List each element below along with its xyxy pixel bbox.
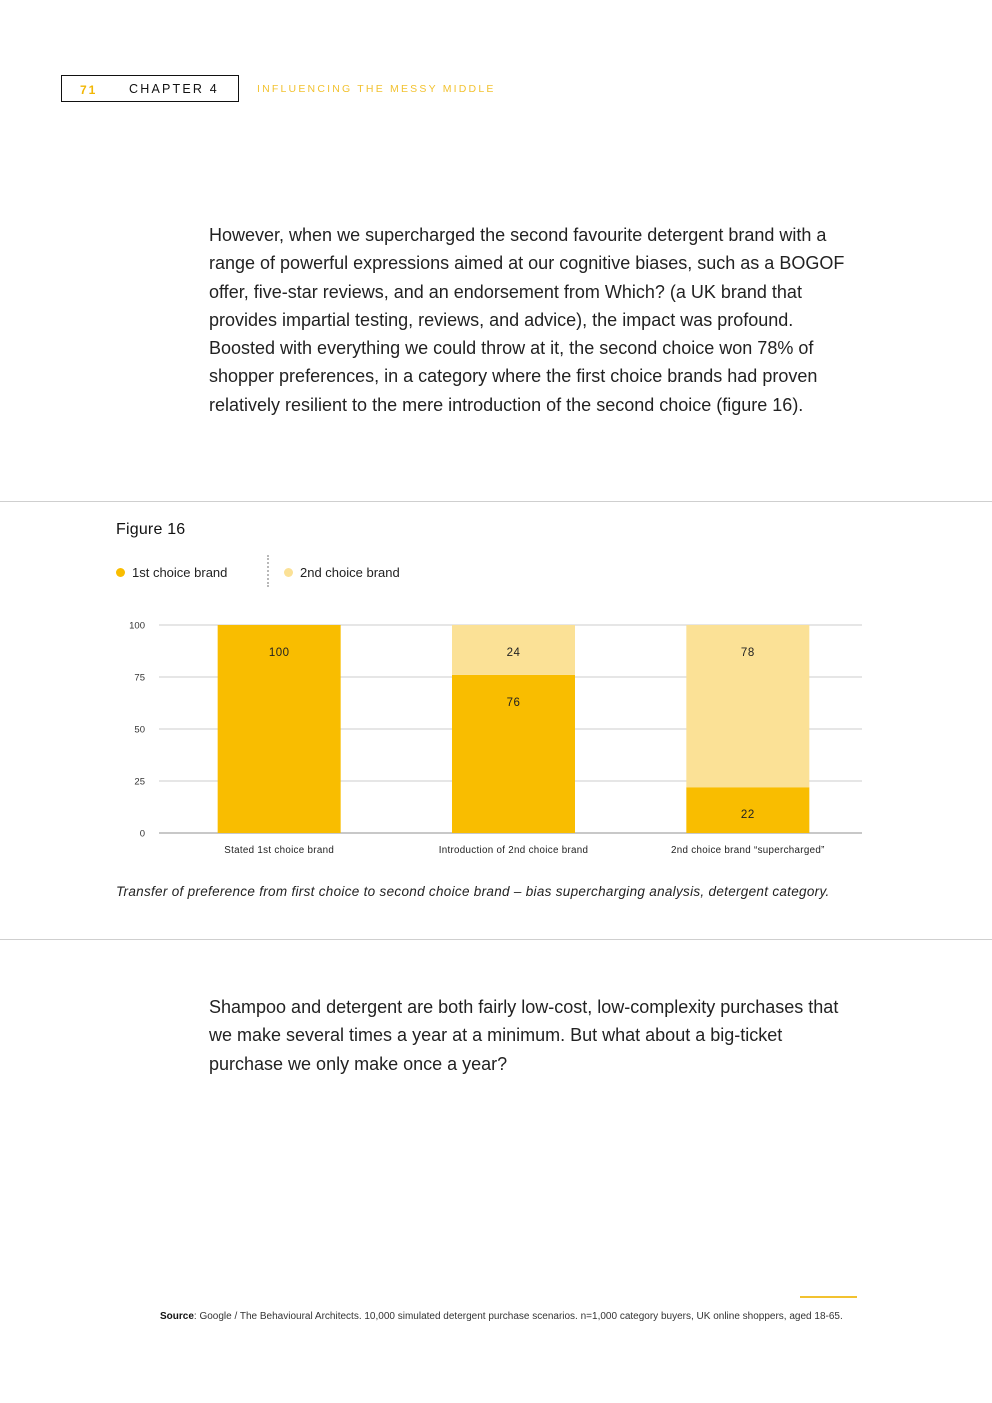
legend-item-first-choice <box>116 562 227 582</box>
page-number: 71 <box>80 83 98 97</box>
y-tick-label: 25 <box>134 776 145 788</box>
x-tick-label: Stated 1st choice brand <box>224 845 335 856</box>
stacked-bar-chart <box>116 610 876 860</box>
legend-label-second-choice: 2nd choice brand <box>300 564 400 580</box>
chart-legend <box>116 562 436 586</box>
body-paragraph-1: However, when we supercharged the second favourite detergent brand with a range of powerful expressions aimed at our cognitive biases, such as a BOGOF offer, five-star reviews, and an endorsement from Which? (a UK brand that provides impartial testing, reviews, and advice), the impact was profound. Boosted with everything we could throw at it, the second choice won 78% of shopper preferences, in a category where the first choice brands had proven relatively resilient to the mere introduction of the second choice (figure 16). <box>209 225 845 415</box>
data-label: 76 <box>506 696 521 709</box>
data-label: 24 <box>506 647 521 659</box>
data-label: 78 <box>740 647 755 659</box>
source-accent-rule <box>800 1296 857 1298</box>
source-text: : Google / The Behavioural Architects. 10,000 simulated detergent purchase scenarios. n=1,000 category buyers, UK online shoppers, aged 18-65. <box>193 1311 843 1322</box>
data-label: 22 <box>740 809 755 822</box>
chapter-header-box <box>61 75 239 102</box>
figure-title: Figure 16 <box>116 521 186 538</box>
legend-label-first-choice: 1st choice brand <box>132 564 228 580</box>
figure-top-divider <box>0 501 992 502</box>
legend-dot-second-choice <box>284 568 293 577</box>
legend-divider <box>267 555 269 587</box>
y-tick-label: 100 <box>129 620 145 632</box>
y-tick-label: 50 <box>134 724 145 736</box>
section-title: INFLUENCING THE MESSY MIDDLE <box>257 83 496 95</box>
data-label: 100 <box>268 647 290 659</box>
source-label: Source <box>160 1311 194 1322</box>
figure-bottom-divider <box>0 939 992 940</box>
x-tick-label: Introduction of 2nd choice brand <box>438 845 589 856</box>
legend-dot-first-choice <box>116 568 125 577</box>
x-tick-label: 2nd choice brand “supercharged” <box>671 845 825 856</box>
y-tick-label: 75 <box>134 672 145 684</box>
y-tick-label: 0 <box>139 828 145 840</box>
chapter-label: CHAPTER 4 <box>129 82 219 96</box>
figure-caption: Transfer of preference from first choice to second choice brand – bias supercharging analysis, detergent category. <box>116 884 830 899</box>
legend-item-second-choice <box>284 562 400 582</box>
source-note <box>160 1311 860 1322</box>
body-paragraph-2: Shampoo and detergent are both fairly low-cost, low-complexity purchases that we make several times a year at a minimum. But what about a big-ticket purchase we only make once a year? <box>209 997 839 1074</box>
